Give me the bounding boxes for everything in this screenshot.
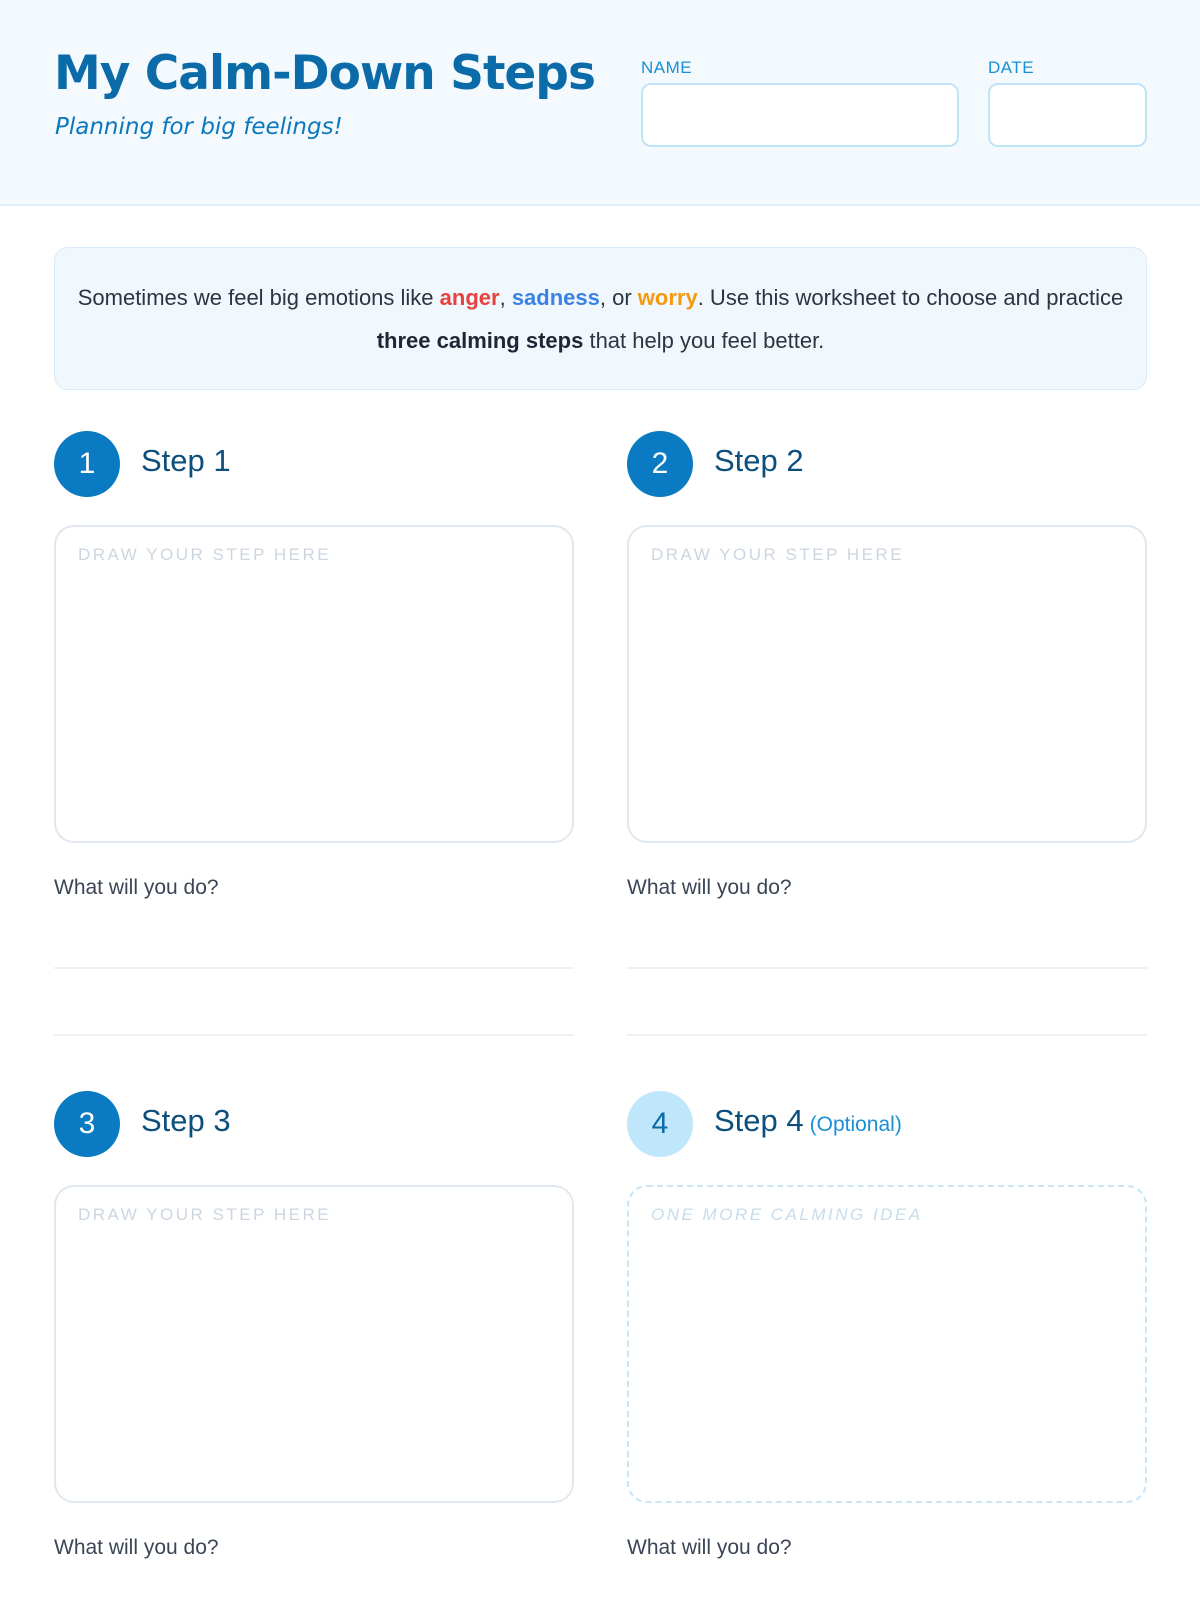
step-title-text: Step 2 <box>714 443 804 478</box>
step-number-badge: 3 <box>54 1091 120 1157</box>
page-title: My Calm-Down Steps <box>54 46 595 101</box>
drawing-area[interactable] <box>627 525 1147 843</box>
step-title <box>714 443 804 479</box>
step-number-badge: 1 <box>54 431 120 497</box>
writing-line[interactable] <box>627 1034 1147 1036</box>
drawing-area[interactable] <box>627 1185 1147 1503</box>
worksheet-header <box>0 0 1200 206</box>
drawing-area[interactable] <box>54 1185 574 1503</box>
step-number-badge: 4 <box>627 1091 693 1157</box>
intro-text: Sometimes we feel big emotions like <box>77 285 440 310</box>
step-prompt: What will you do? <box>627 1536 792 1559</box>
step-title-text: Step 1 <box>141 443 231 478</box>
drawing-hint: ONE MORE CALMING IDEA <box>651 1205 923 1224</box>
drawing-hint: DRAW YOUR STEP HERE <box>78 545 332 564</box>
emotion-sadness: sadness <box>511 285 600 310</box>
drawing-hint: DRAW YOUR STEP HERE <box>651 545 905 564</box>
intro-text: , <box>499 285 512 310</box>
date-label: DATE <box>988 58 1035 77</box>
page-subtitle: Planning for big feelings! <box>55 114 343 140</box>
writing-line[interactable] <box>54 967 574 969</box>
intro-text: , or <box>599 285 638 310</box>
step-prompt: What will you do? <box>54 876 219 899</box>
step-title <box>141 1103 231 1139</box>
drawing-area[interactable] <box>54 525 574 843</box>
step-prompt: What will you do? <box>54 1536 219 1559</box>
emotion-worry: worry <box>637 285 698 310</box>
step-prompt: What will you do? <box>627 876 792 899</box>
step-title <box>141 443 231 479</box>
optional-label: (Optional) <box>809 1113 902 1136</box>
intro-text: . Use this worksheet to choose and practice <box>697 285 1124 310</box>
intro-text: that help you feel better. <box>583 328 825 353</box>
drawing-hint: DRAW YOUR STEP HERE <box>78 1205 332 1224</box>
name-field[interactable] <box>641 83 959 147</box>
name-label: NAME <box>641 58 693 77</box>
step-number-badge: 2 <box>627 431 693 497</box>
date-field[interactable] <box>988 83 1147 147</box>
intro-box <box>54 247 1147 390</box>
step-title-text: Step 4 <box>714 1103 804 1138</box>
step-title-text: Step 3 <box>141 1103 231 1138</box>
intro-bold: three calming steps <box>376 328 584 353</box>
step-title <box>714 1103 902 1139</box>
emotion-anger: anger <box>439 285 500 310</box>
writing-line[interactable] <box>627 967 1147 969</box>
writing-line[interactable] <box>54 1034 574 1036</box>
